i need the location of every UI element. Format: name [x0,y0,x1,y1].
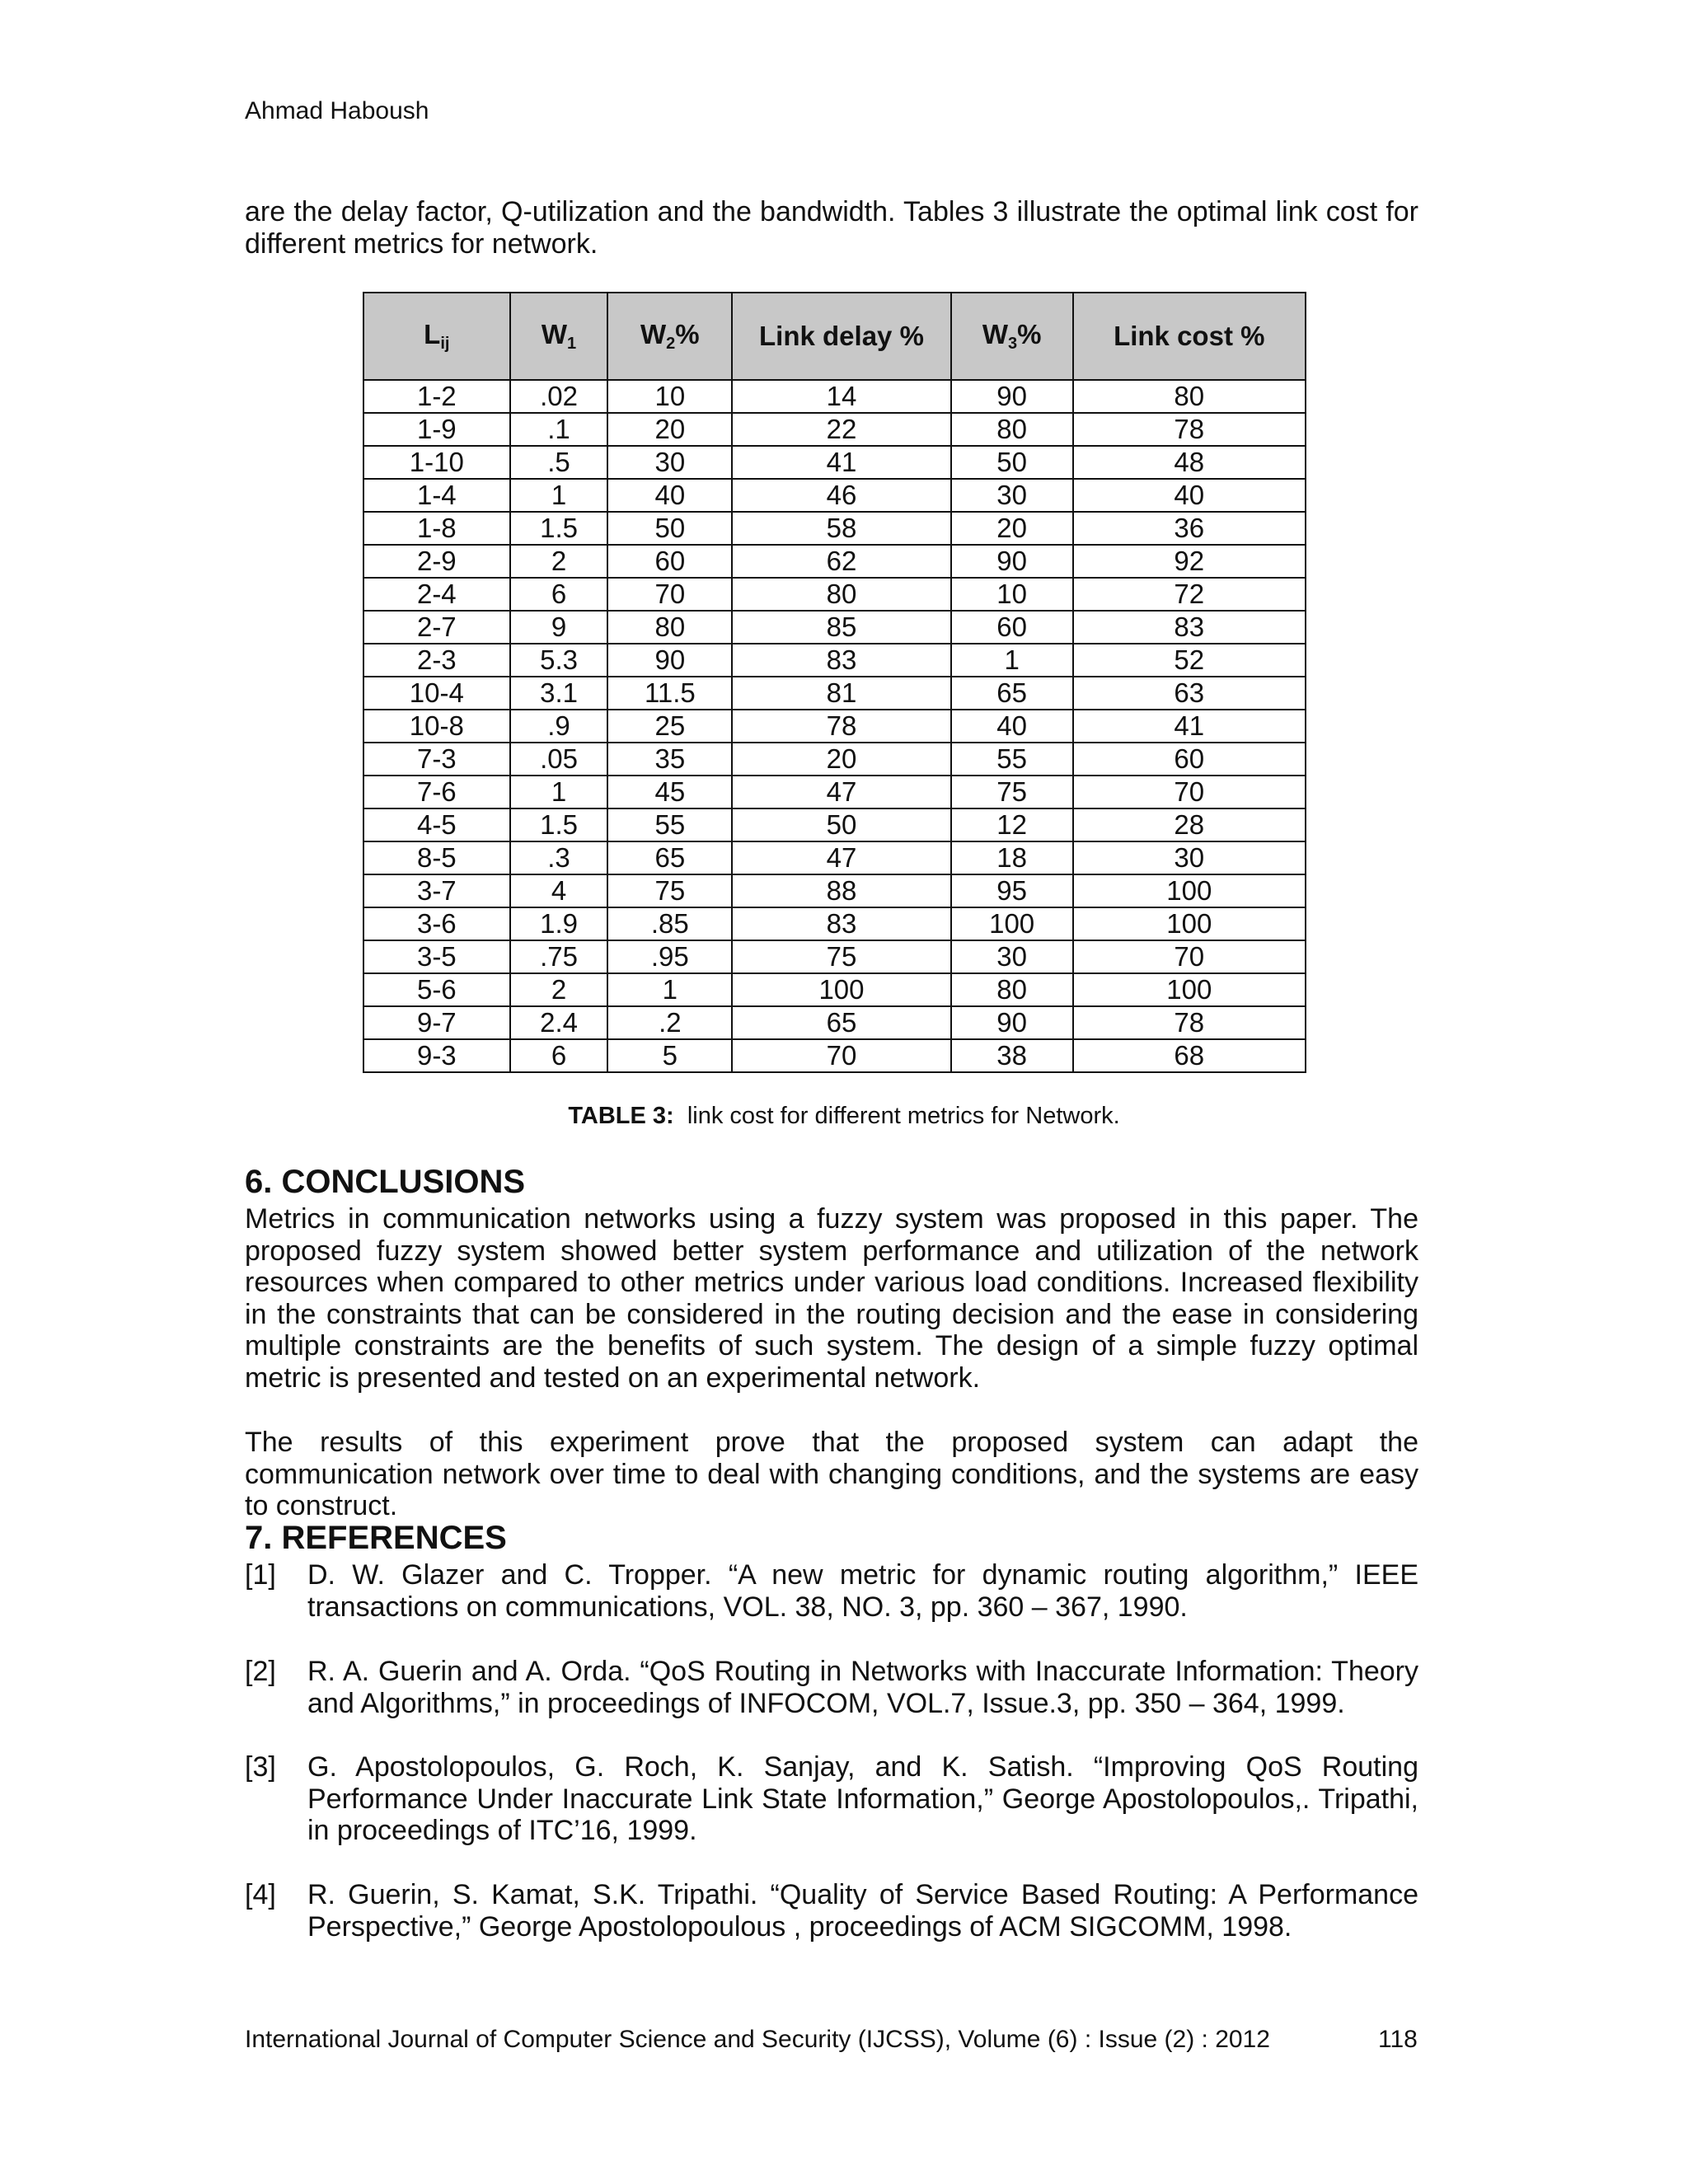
table-cell: 41 [732,446,951,479]
table-cell: 50 [607,512,732,545]
table-cell: 10-4 [363,677,510,710]
reference-text: D. W. Glazer and C. Tropper. “A new metric for dynamic routing algorithm,” IEEE transactions on communications, VOL. 38, NO. 3, pp. 360 – 367, 1990. [307,1559,1418,1623]
table-row [363,743,1306,776]
table-cell: 83 [732,644,951,677]
reference-item [245,1559,1418,1623]
table-cell: 1.9 [510,907,608,940]
table-cell: 1 [607,973,732,1006]
table-cell: 95 [951,874,1073,907]
table-cell: 20 [732,743,951,776]
table-cell: 25 [607,710,732,743]
table-cell: 8-5 [363,841,510,874]
table-cell: 100 [1073,907,1306,940]
table-cell: 12 [951,808,1073,841]
table-cell: 80 [732,578,951,611]
reference-text: R. A. Guerin and A. Orda. “QoS Routing in Networks with Inaccurate Information: Theory and Algorithms,” in proceedings of INFOCOM, VOL.7, Issue.3, pp. 350 – 364, 1999. [307,1656,1418,1719]
table-cell: 38 [951,1039,1073,1072]
table-cell: 90 [951,380,1073,413]
table-cell: 2 [510,973,608,1006]
table-cell: 100 [1073,973,1306,1006]
table-cell: .1 [510,413,608,446]
table-cell: 80 [951,413,1073,446]
references-heading: 7. REFERENCES [245,1520,507,1556]
table-cell: 7-6 [363,776,510,808]
reference-number: [4] [245,1879,276,1910]
table-cell: 85 [732,611,951,644]
table-cell: 10-8 [363,710,510,743]
table-cell: .3 [510,841,608,874]
table-cell: 11.5 [607,677,732,710]
table-cell: 52 [1073,644,1306,677]
table-row [363,1039,1306,1072]
table-cell: 2-3 [363,644,510,677]
table-cell: 70 [732,1039,951,1072]
table-cell: 65 [607,841,732,874]
table-caption-text: link cost for different metrics for Network. [687,1103,1120,1129]
table-cell: 1 [510,479,608,512]
table-cell: 80 [1073,380,1306,413]
table-row [363,380,1306,413]
table-cell: 62 [732,545,951,578]
table-cell: 92 [1073,545,1306,578]
table-cell: 70 [1073,776,1306,808]
table-cell: 30 [1073,841,1306,874]
table-cell: 2-7 [363,611,510,644]
table-row [363,808,1306,841]
table-cell: 100 [1073,874,1306,907]
table-cell: 58 [732,512,951,545]
table-cell: 1-9 [363,413,510,446]
table-row [363,611,1306,644]
table-row [363,644,1306,677]
table-cell: 35 [607,743,732,776]
conclusions-paragraph-2: The results of this experiment prove that the proposed system can adapt the communication network over time to deal with changing conditions, and the systems are easy to construct. [245,1427,1465,1521]
table-caption-label: TABLE 3: [568,1103,674,1129]
table-cell: .9 [510,710,608,743]
footer-page-number: 118 [1378,2026,1418,2053]
table-cell: 47 [732,776,951,808]
table-cell: 5 [607,1039,732,1072]
table-cell: .75 [510,940,608,973]
reference-number: [3] [245,1751,276,1783]
table-cell: .85 [607,907,732,940]
header-w1: $W_1$ [510,293,608,380]
table-row [363,1006,1306,1039]
table-cell: 46 [732,479,951,512]
table-cell: 68 [1073,1039,1306,1072]
table-cell: 40 [951,710,1073,743]
header-w3-percent: $W_3\%$ [951,293,1073,380]
table-cell: 1.5 [510,512,608,545]
conclusions-paragraph-1: Metrics in communication networks using a fuzzy system was proposed in this paper. The proposed fuzzy system showed better system performance and utilization of the network resources when compared to other metrics under various load conditions. Increased flexibility in the constraints that can be considered in the routing decision and the ease in considering multiple constraints are the benefits of such system. The design of a simple fuzzy optimal metric is presented and tested on an experimental network. [245,1203,1418,1394]
running-header-author: Ahmad Haboush [245,97,429,124]
table-row [363,479,1306,512]
table-row [363,413,1306,446]
table-row [363,710,1306,743]
table-row [363,874,1306,907]
table-cell: 1 [510,776,608,808]
table-cell: 6 [510,578,608,611]
table-cell: 70 [607,578,732,611]
reference-number: [2] [245,1656,276,1687]
table-cell: 88 [732,874,951,907]
table-cell: 5-6 [363,973,510,1006]
table-cell: 60 [951,611,1073,644]
table-cell: 7-3 [363,743,510,776]
table-cell: 1-10 [363,446,510,479]
table-cell: 41 [1073,710,1306,743]
header-lij: $L_{ij}$ [363,293,510,380]
table-cell: 14 [732,380,951,413]
table-cell: 10 [607,380,732,413]
table-cell: 2-4 [363,578,510,611]
table-cell: 75 [732,940,951,973]
table-cell: 90 [951,545,1073,578]
table-row [363,841,1306,874]
table-cell: 78 [1073,413,1306,446]
table-cell: 30 [607,446,732,479]
table-cell: 3.1 [510,677,608,710]
table-cell: 20 [607,413,732,446]
table-cell: 60 [1073,743,1306,776]
table-cell: 9 [510,611,608,644]
table-cell: 78 [732,710,951,743]
table-cell: .05 [510,743,608,776]
table-cell: 83 [732,907,951,940]
table-cell: 75 [951,776,1073,808]
table-cell: 100 [732,973,951,1006]
table-cell: 63 [1073,677,1306,710]
link-cost-table [363,292,1306,1073]
table-cell: 5.3 [510,644,608,677]
table-cell: 9-3 [363,1039,510,1072]
table-cell: 1-4 [363,479,510,512]
table-cell: .5 [510,446,608,479]
table-cell: 2-9 [363,545,510,578]
table-cell: 47 [732,841,951,874]
table-cell: 36 [1073,512,1306,545]
table-cell: 20 [951,512,1073,545]
table-cell: 65 [951,677,1073,710]
table-cell: 75 [607,874,732,907]
table-row [363,940,1306,973]
table-cell: 80 [607,611,732,644]
header-link-delay: Link delay % [732,293,951,380]
table-cell: .95 [607,940,732,973]
table-cell: 6 [510,1039,608,1072]
table-cell: 30 [951,940,1073,973]
table-cell: 90 [607,644,732,677]
table-row [363,776,1306,808]
table-cell: 55 [607,808,732,841]
reference-text: R. Guerin, S. Kamat, S.K. Tripathi. “Quality of Service Based Routing: A Performance Perspective,” George Apostolopoulous , proceedings of ACM SIGCOMM, 1998. [307,1879,1418,1943]
table-cell: 4-5 [363,808,510,841]
reference-item [245,1879,1418,1943]
table-cell: 83 [1073,611,1306,644]
reference-item [245,1656,1418,1719]
table-row [363,545,1306,578]
table-cell: 65 [732,1006,951,1039]
table-cell: 60 [607,545,732,578]
table-cell: 48 [1073,446,1306,479]
table-cell: 45 [607,776,732,808]
table-row [363,578,1306,611]
table-cell: 72 [1073,578,1306,611]
table-cell: 70 [1073,940,1306,973]
table-cell: 90 [951,1006,1073,1039]
table-cell: 40 [1073,479,1306,512]
table-cell: 80 [951,973,1073,1006]
table-cell: 30 [951,479,1073,512]
table-cell: 10 [951,578,1073,611]
table-caption [0,1103,1688,1130]
table-cell: 81 [732,677,951,710]
table-row [363,973,1306,1006]
header-link-cost: Link cost % [1073,293,1306,380]
table-cell: 4 [510,874,608,907]
table-cell: 2 [510,545,608,578]
table-cell: .2 [607,1006,732,1039]
table-cell: 3-5 [363,940,510,973]
table-cell: .02 [510,380,608,413]
header-w2-percent: $W_2\%$ [607,293,732,380]
table-cell: 1.5 [510,808,608,841]
footer-journal: International Journal of Computer Science and Security (IJCSS), Volume (6) : Issue (2) : 2012 [245,2026,1270,2053]
table-cell: 28 [1073,808,1306,841]
table-cell: 18 [951,841,1073,874]
reference-item [245,1751,1418,1847]
table-cell: 3-7 [363,874,510,907]
table-cell: 50 [732,808,951,841]
table-cell: 1 [951,644,1073,677]
table-cell: 50 [951,446,1073,479]
table-cell: 78 [1073,1006,1306,1039]
table-cell: 3-6 [363,907,510,940]
table-cell: 2.4 [510,1006,608,1039]
intro-paragraph: are the delay factor, Q-utilization and the bandwidth. Tables 3 illustrate the optimal link cost for different metrics for network. [245,196,1418,260]
reference-number: [1] [245,1559,276,1591]
table-cell: 55 [951,743,1073,776]
table-row [363,677,1306,710]
table-row [363,446,1306,479]
table-cell: 1-8 [363,512,510,545]
table-cell: 100 [951,907,1073,940]
reference-text: G. Apostolopoulos, G. Roch, K. Sanjay, and K. Satish. “Improving QoS Routing Performance Under Inaccurate Link State Information,” George Apostolopoulos,. Tripathi, in proceedings of ITC’16, 1999. [307,1751,1418,1846]
table-cell: 22 [732,413,951,446]
table-cell: 9-7 [363,1006,510,1039]
table-cell: 40 [607,479,732,512]
table-row [363,512,1306,545]
conclusions-heading: 6. CONCLUSIONS [245,1164,526,1200]
table-row [363,907,1306,940]
table-cell: 1-2 [363,380,510,413]
